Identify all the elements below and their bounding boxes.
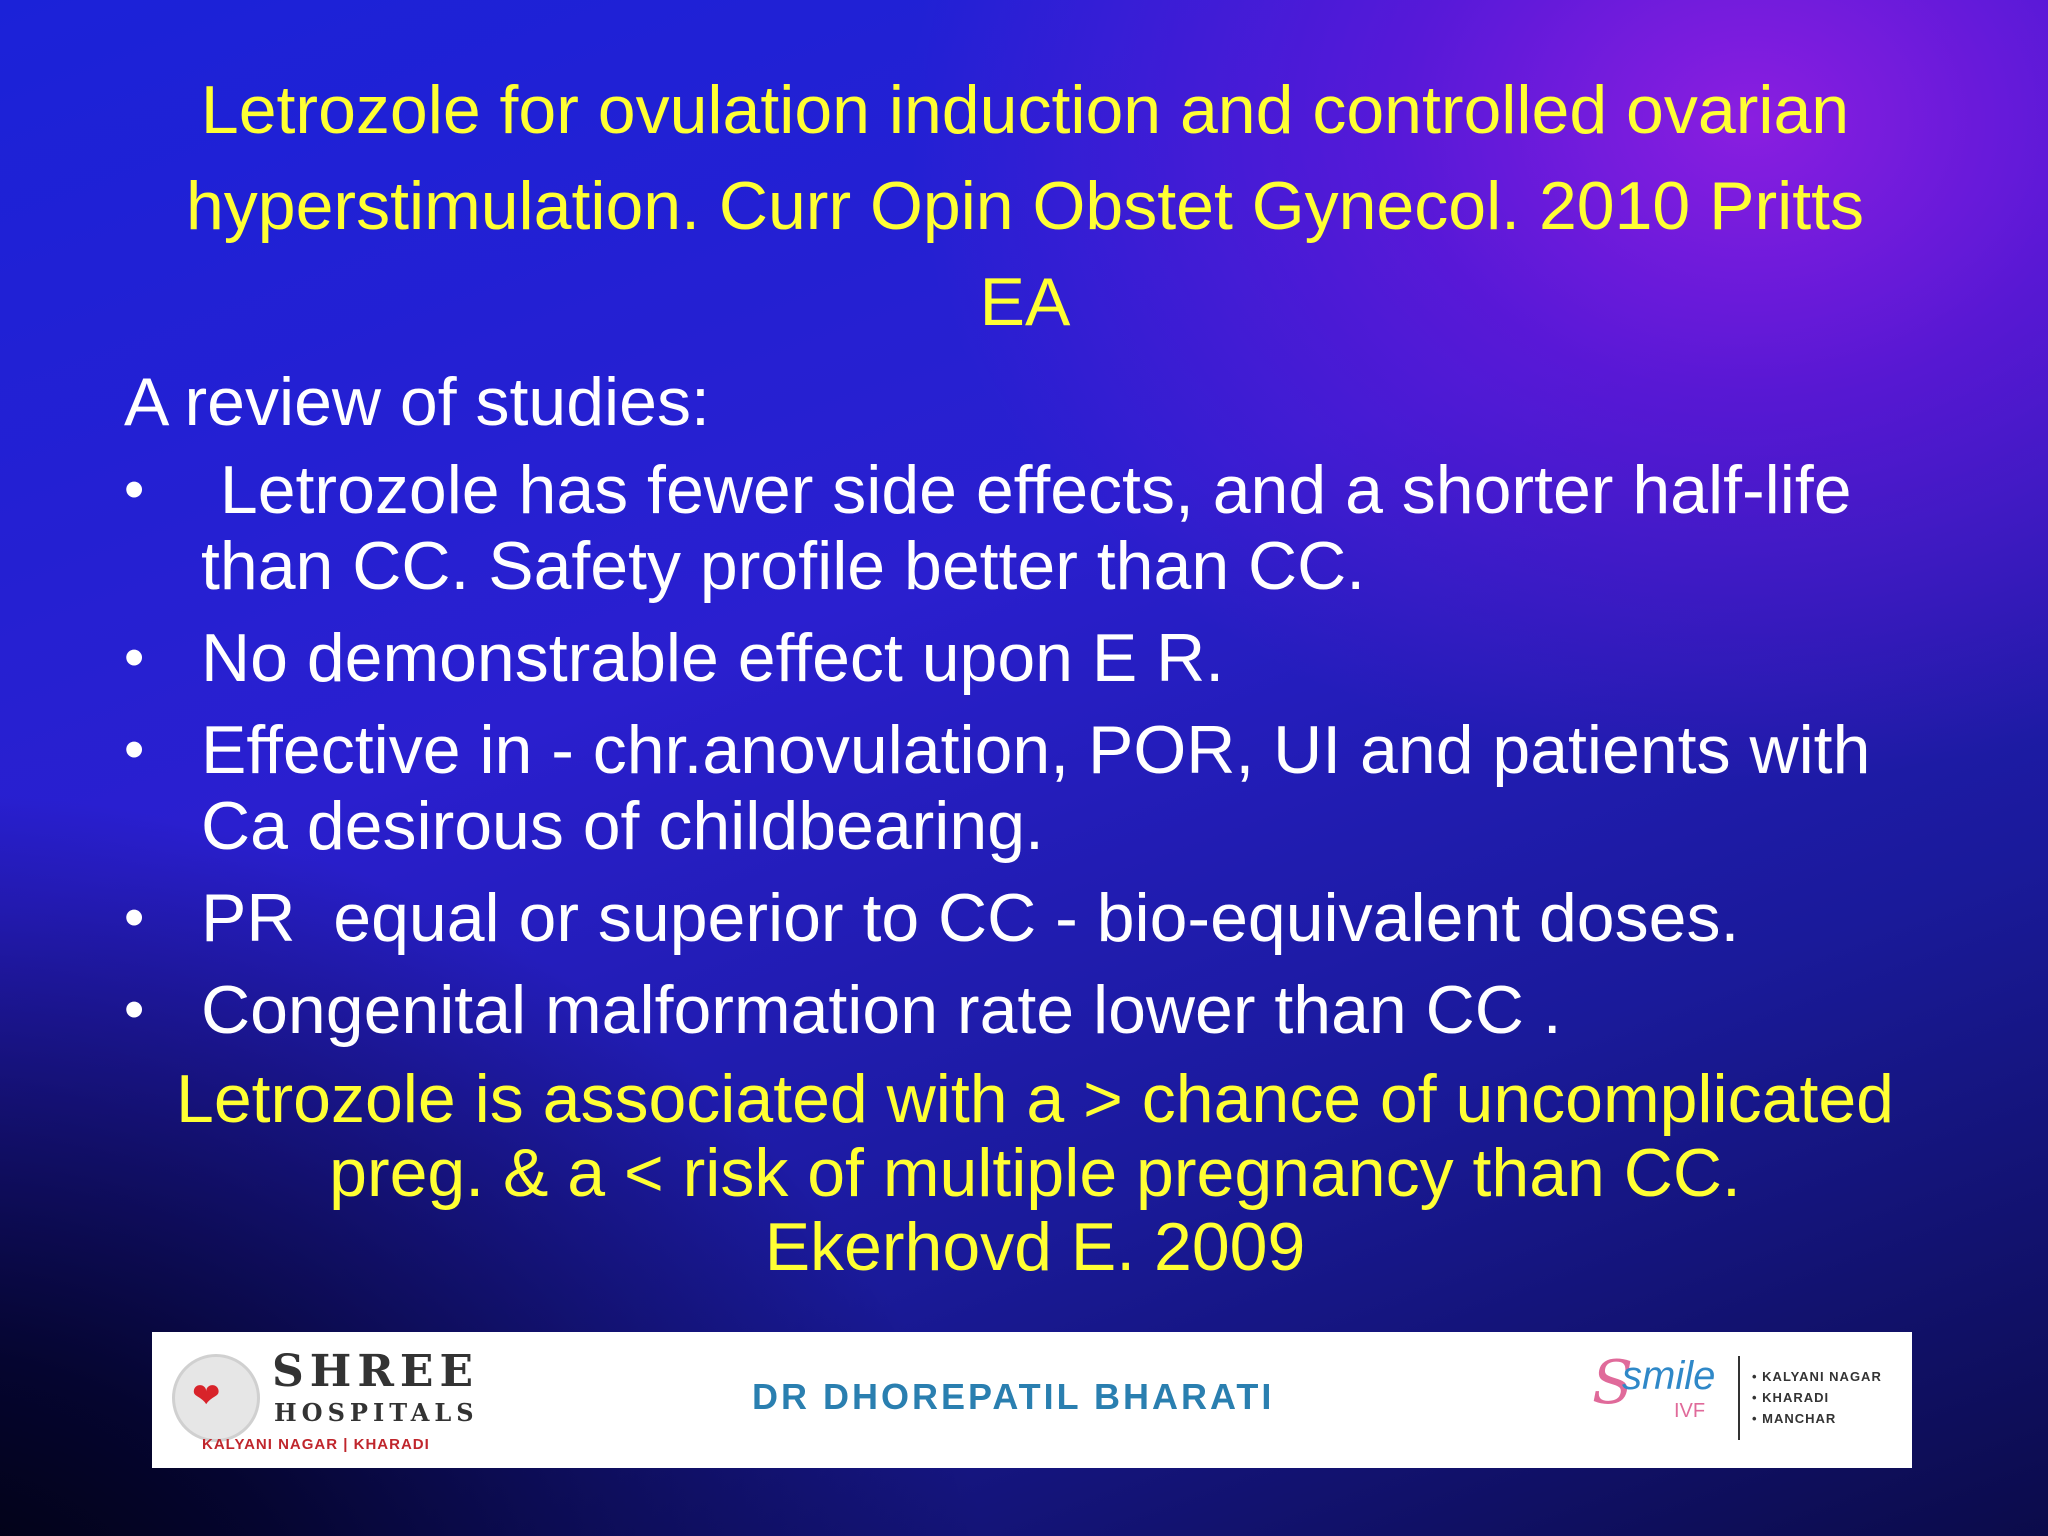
bullet-icon: •: [124, 717, 145, 782]
heart-icon: ❤: [192, 1377, 221, 1415]
bullet-icon: •: [124, 625, 145, 690]
logo-locations: KALYANI NAGAR | KHARADI: [202, 1436, 430, 1453]
conclusion-citation: Ekerhovd E. 2009: [764, 1209, 1306, 1285]
title-line-3: EA: [979, 264, 1071, 340]
intro-text: A review of studies:: [124, 364, 710, 440]
bullet-line: Congenital malformation rate lower than CC .: [201, 972, 1562, 1048]
conclusion-line-2: preg. & a < risk of multiple pregnancy than CC.: [329, 1135, 1741, 1211]
bullet-list: [124, 452, 1944, 1064]
bullet-icon: •: [124, 977, 145, 1042]
shree-hospitals-logo: [172, 1344, 492, 1456]
title-line-1: Letrozole for ovulation induction and controlled ovarian: [200, 72, 1850, 148]
bullet-item: [124, 712, 1944, 864]
smile-word: smile: [1622, 1354, 1716, 1398]
bullet-line: PR equal or superior to CC - bio-equivalent doses.: [201, 880, 1740, 956]
logo-subtitle: HOSPITALS: [274, 1398, 479, 1427]
branch-list: [1752, 1366, 1882, 1429]
logo-divider: [1738, 1356, 1740, 1440]
bullet-line: than CC. Safety profile better than CC.: [201, 528, 1366, 604]
bullet-item: [124, 972, 1944, 1048]
bullet-line: Ca desirous of childbearing.: [201, 788, 1044, 864]
conclusion-line-1: Letrozole is associated with a > chance of uncomplicated: [176, 1061, 1894, 1137]
logo-name: SHREE: [272, 1346, 479, 1397]
bullet-icon: •: [124, 457, 145, 522]
branch-item: • MANCHAR: [1752, 1411, 1837, 1426]
smile-ivf-logo: [1592, 1348, 1902, 1452]
footer-banner: [152, 1332, 1912, 1468]
bullet-item: [124, 880, 1944, 956]
slide-title: [120, 62, 1930, 350]
doctor-name: DR DHOREPATIL BHARATI: [752, 1376, 1275, 1417]
branch-item: • KALYANI NAGAR: [1752, 1369, 1882, 1384]
bullet-icon: •: [124, 885, 145, 950]
bullet-line: No demonstrable effect upon E R.: [201, 620, 1225, 696]
smile-swirl-icon: S: [1592, 1348, 1634, 1418]
bullet-item: [124, 620, 1944, 696]
title-line-2: hyperstimulation. Curr Opin Obstet Gynecol. 2010 Pritts: [185, 168, 1865, 244]
bullet-line: Letrozole has fewer side effects, and a shorter half-life: [201, 452, 1852, 528]
smile-ivf-label: IVF: [1674, 1400, 1706, 1422]
branch-item: • KHARADI: [1752, 1390, 1830, 1405]
bullet-item: [124, 452, 1944, 604]
bullet-line: Effective in - chr.anovulation, POR, UI and patients with: [201, 712, 1871, 788]
conclusion-text: [120, 1062, 1950, 1284]
